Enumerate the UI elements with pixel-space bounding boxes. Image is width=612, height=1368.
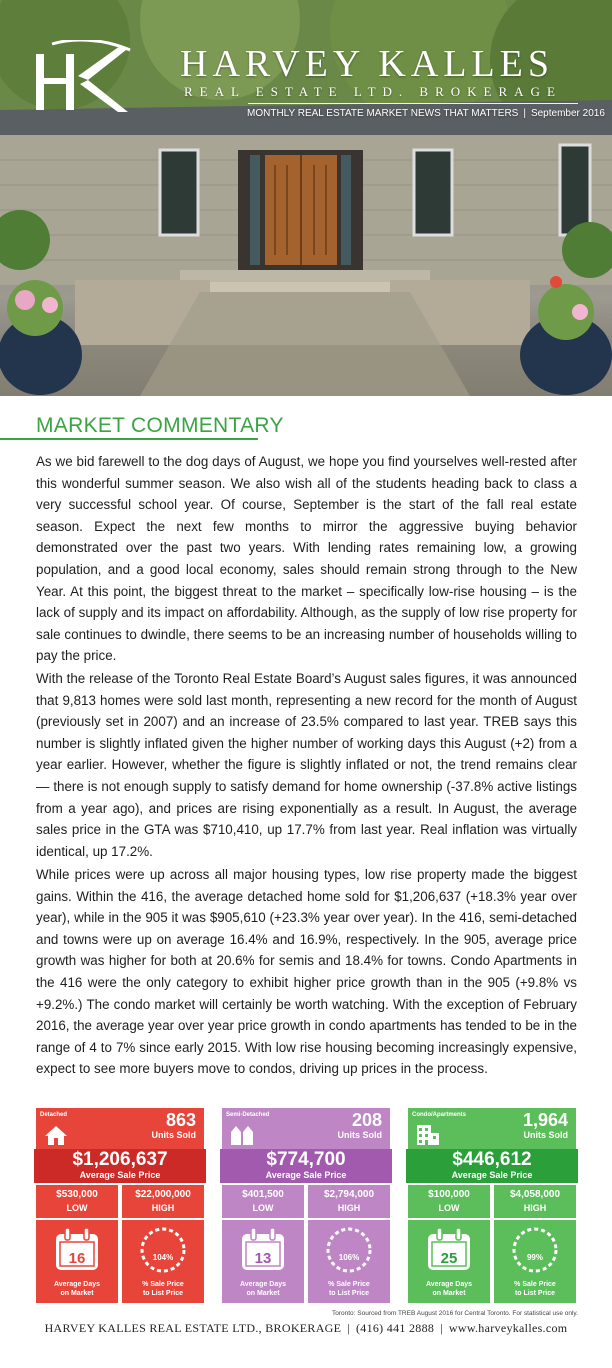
section-title-underline — [0, 438, 258, 440]
avg-price-band — [220, 1149, 392, 1183]
high-price-box — [308, 1185, 390, 1218]
hk-logo-icon — [32, 40, 132, 114]
percent-badge-icon — [139, 1226, 187, 1274]
low-price-label: LOW — [66, 1203, 88, 1213]
days-label-line-2: on Market — [246, 1290, 280, 1297]
low-price-value: $100,000 — [428, 1189, 470, 1200]
avg-sale-price-value: $446,612 — [452, 1149, 532, 1170]
hero-banner — [0, 0, 612, 396]
days-on-market-label — [222, 1280, 304, 1298]
brand-subtitle: REAL ESTATE LTD. BROKERAGE — [184, 84, 562, 99]
low-price-box — [222, 1185, 304, 1218]
brand-name: HARVEY KALLES — [180, 43, 555, 85]
footer-separator: | — [440, 1321, 443, 1335]
sale-to-list-value: 104% — [152, 1253, 174, 1262]
pct-label-line-2: to List Price — [142, 1290, 184, 1297]
high-price-value: $2,794,000 — [323, 1189, 375, 1200]
units-sold-label: Units Sold — [151, 1130, 196, 1140]
days-label-line-1: Average Days — [239, 1281, 287, 1288]
sale-to-list-box — [122, 1220, 204, 1303]
pct-label-line-1: % Sale Price — [328, 1281, 370, 1288]
percent-badge-icon — [511, 1226, 559, 1274]
days-label-line-2: on Market — [60, 1290, 94, 1297]
low-price-value: $401,500 — [242, 1189, 284, 1200]
avg-sale-price-label: Average Sale Price — [79, 1170, 161, 1180]
sale-to-list-label — [122, 1280, 204, 1298]
high-price-label: HIGH — [337, 1203, 361, 1213]
footer-phone[interactable]: (416) 441 2888 — [355, 1321, 435, 1335]
low-price-box — [36, 1185, 118, 1218]
card-type: Semi-Detached — [226, 1112, 270, 1118]
stat-card-semi-detached — [222, 1108, 390, 1303]
brand-divider — [248, 103, 578, 104]
high-price-box — [494, 1185, 576, 1218]
footer-website-link[interactable]: www.harveykalles.com — [448, 1321, 568, 1335]
percent-badge-icon — [325, 1226, 373, 1274]
card-type: Detached — [40, 1112, 68, 1118]
high-price-value: $4,058,000 — [509, 1189, 561, 1200]
avg-sale-price-value: $774,700 — [266, 1149, 346, 1170]
days-on-market-value: 25 — [440, 1250, 458, 1267]
units-sold-label: Units Sold — [523, 1130, 568, 1140]
units-sold-value: 1,964 — [522, 1110, 568, 1130]
sale-to-list-label — [308, 1280, 390, 1298]
days-on-market-value: 13 — [254, 1250, 272, 1267]
source-note: Toronto: Sourced from TREB August 2016 for Central Toronto. For statistical use only. — [331, 1310, 578, 1317]
high-price-box — [122, 1185, 204, 1218]
tagline-text: MONTHLY REAL ESTATE MARKET NEWS THAT MATTERS — [247, 108, 519, 119]
avg-sale-price-label: Average Sale Price — [451, 1170, 533, 1180]
low-price-value: $530,000 — [56, 1189, 98, 1200]
days-on-market-value: 16 — [68, 1250, 86, 1267]
sale-to-list-value: 106% — [338, 1253, 360, 1262]
stat-card-condo — [408, 1108, 576, 1303]
low-price-label: LOW — [438, 1203, 460, 1213]
sale-to-list-box — [494, 1220, 576, 1303]
issue-date: September 2016 — [530, 108, 605, 119]
pct-label-line-1: % Sale Price — [142, 1281, 184, 1288]
days-label-line-1: Average Days — [425, 1281, 473, 1288]
low-price-box — [408, 1185, 490, 1218]
sale-to-list-label — [494, 1280, 576, 1298]
days-on-market-box — [36, 1220, 118, 1303]
section-title: MARKET COMMENTARY — [36, 414, 284, 437]
days-on-market-label — [36, 1280, 118, 1298]
card-header — [222, 1108, 390, 1151]
avg-price-band — [34, 1149, 206, 1183]
days-on-market-label — [408, 1280, 490, 1298]
sale-to-list-value: 99% — [526, 1253, 543, 1262]
high-price-label: HIGH — [151, 1203, 175, 1213]
stat-card-detached — [36, 1108, 204, 1303]
commentary-paragraph-3: While prices were up across all major housing types, low rise property made the biggest gains. Within the 416, the average detached home sold for $1,206,637 (+18.3% year over year), while in the 905 it was $905,610 (+23.3% year over year). In the 416, semi-detached and towns were up on average 16.4% and 16.9%, respectively. In the 905, average price growth was higher for both at 20.6% for semis and 18.4% for towns. Condo Apartments in the 416 were the only category to exhibit higher price growth than in the 905 (+9.8% vs +9.2%.) The condo market will certainly be worth watching. With the exception of February 2016, the average year over year price growth in condo apartments has tended to be in the range of 4 to 7% since early 2015. With low rise housing becoming increasingly expensive, expect to see more buyers move to condos, driving up prices in the process. — [36, 867, 577, 1077]
card-type: Condo/Apartments — [412, 1112, 466, 1118]
units-sold-value: 863 — [165, 1110, 196, 1130]
pct-label-line-2: to List Price — [514, 1290, 556, 1297]
avg-price-band — [406, 1149, 578, 1183]
avg-sale-price-label: Average Sale Price — [265, 1170, 347, 1180]
days-label-line-2: on Market — [432, 1290, 466, 1297]
high-price-value: $22,000,000 — [135, 1189, 191, 1200]
avg-sale-price-value: $1,206,637 — [72, 1149, 168, 1170]
footer — [0, 1321, 612, 1336]
high-price-label: HIGH — [523, 1203, 547, 1213]
low-price-label: LOW — [252, 1203, 274, 1213]
card-header — [408, 1108, 576, 1151]
commentary-paragraph-1: As we bid farewell to the dog days of August, we hope you find yourselves well-rested after this wonderful summer season. We also wish all of the students heading back to class a very successful school year. Of course, September is the start of the fall real estate season. Expect the next few months to mirror the aggressive buying behavior demonstrated over the past two years. With lending rates remaining low, a growing population, and a good local economy, sales should remain strong through to the New Year. At this point, the biggest threat to the market – specifically low-rise housing – is the lack of supply and its impact on affordability. Although, as the supply of low rise property for sale continues to dwindle, there seems to be an increasing number of households willing to pay the price. — [36, 454, 577, 664]
house-icon — [44, 1124, 68, 1146]
tagline — [247, 108, 605, 119]
footer-company: HARVEY KALLES REAL ESTATE LTD., BROKERAGE — [44, 1321, 342, 1335]
days-label-line-1: Average Days — [53, 1281, 101, 1288]
sale-to-list-box — [308, 1220, 390, 1303]
pct-label-line-2: to List Price — [328, 1290, 370, 1297]
commentary-paragraph-2: With the release of the Toronto Real Estate Board’s August sales figures, it was announced that 9,813 homes were sold last month, representing a new record for the month of August (previously set in 2007) and an increase of 23.5% compared to last year. TREB says this number is slightly inflated given the higher number of working days this August (+2) from a year earlier. However, whether the figure is slightly inflated or not, the trend remains clear — there is not enough supply to satisfy demand for home ownership (-37.8% active listings from a year ago), and prices are rising exponentially as a result. In August, the average sales price in the GTA was $710,410, up 17.7% from last year. Real inflation was virtually identical, up 17.2%. — [36, 671, 577, 859]
units-sold-value: 208 — [351, 1110, 382, 1130]
market-stats — [36, 1108, 576, 1303]
days-on-market-box — [222, 1220, 304, 1303]
units-sold-label: Units Sold — [337, 1130, 382, 1140]
pct-label-line-1: % Sale Price — [514, 1281, 556, 1288]
card-header — [36, 1108, 204, 1151]
semi-detached-icon — [230, 1124, 254, 1146]
brand-header — [30, 36, 590, 116]
building-icon — [416, 1124, 440, 1146]
footer-separator: | — [347, 1321, 350, 1335]
tagline-separator: | — [523, 108, 526, 119]
days-on-market-box — [408, 1220, 490, 1303]
